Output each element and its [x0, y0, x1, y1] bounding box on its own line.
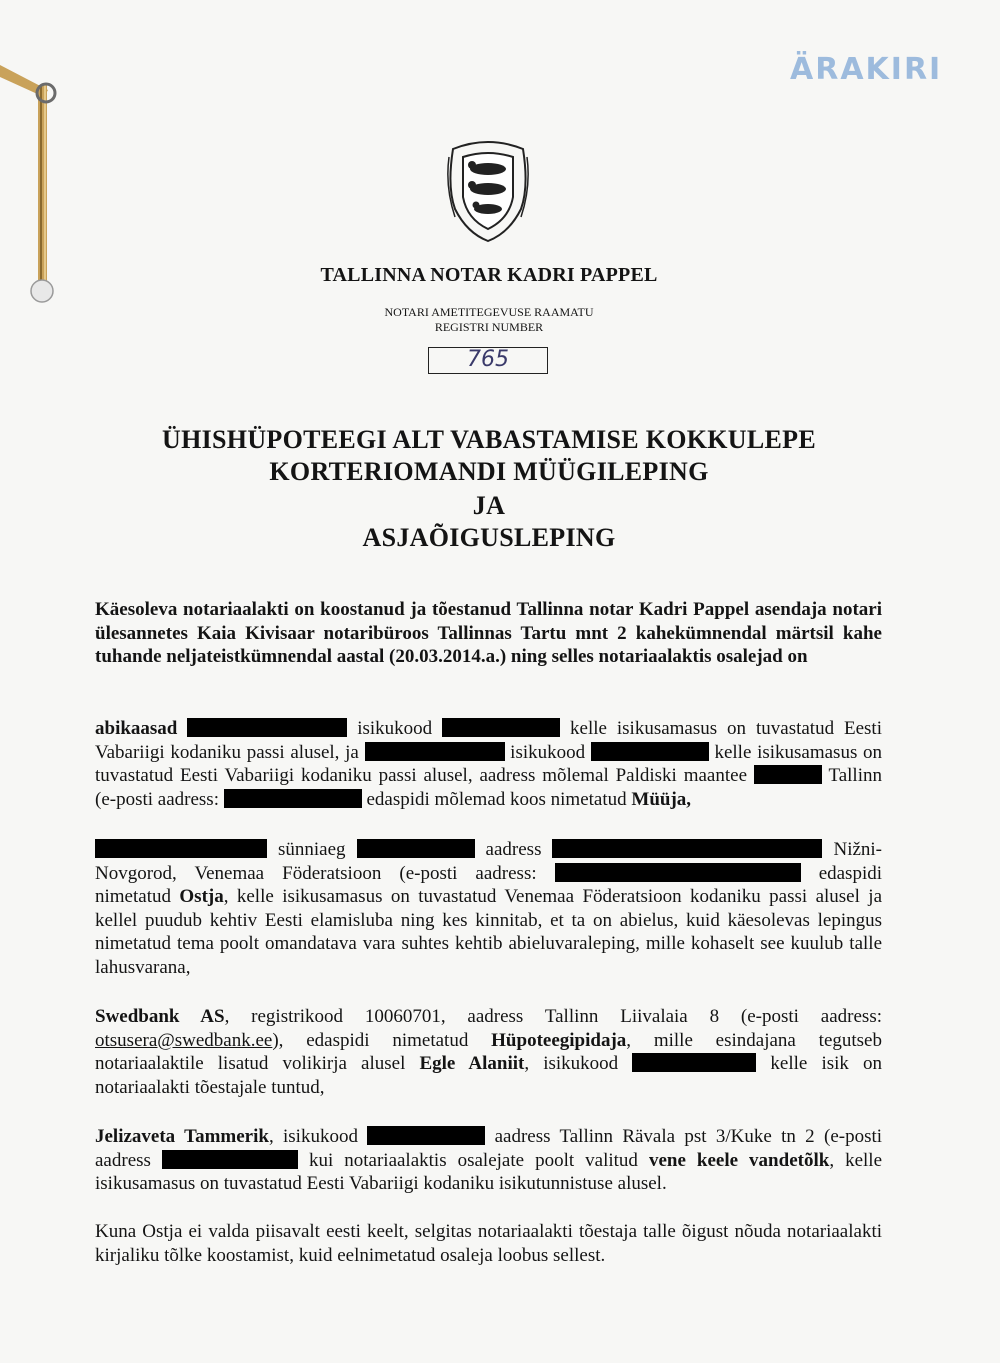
- document-title-line3: JA: [472, 491, 506, 520]
- redaction-block: [365, 742, 505, 761]
- bank-text: ), edaspidi nimetatud: [272, 1029, 469, 1051]
- bank-representative: Egle Alaniit: [419, 1053, 525, 1074]
- redaction-block: [754, 765, 822, 784]
- intro-paragraph: Käesoleva notariaalakti on koostanud ja tõestanud Tallinna notar Kadri Pappel asendaja notari ülesannetes Kaia Kivisaar notaribüroos Tallinnas Tartu mnt 2 kahekümnendal märtsil kahe tuhande neljateistkümnendal aastal (20.03.2014.a.) ning selles notariaalaktis osalejad on: [95, 599, 882, 667]
- redaction-block: [95, 839, 267, 858]
- bank-paragraph: [95, 1005, 882, 1099]
- seller-text: edaspidi mõlemad koos nimetatud: [366, 788, 627, 810]
- bank-role: Hüpoteegipidaja: [491, 1029, 627, 1051]
- seller-label: abikaasad: [95, 718, 178, 739]
- bank-text: , registrikood 10060701, aadress Tallinn Liivalaia 8 (e-posti aadress:: [224, 1006, 882, 1027]
- translator-text: kui notariaalaktis osalejate poolt valitud: [308, 1149, 638, 1171]
- buyer-text: Nižni-Novgorod, Venemaa Föderatsioon (e-posti aadress:: [95, 839, 883, 884]
- translator-name: Jelizaveta Tammerik: [95, 1126, 269, 1147]
- register-number: 765: [428, 347, 548, 374]
- redaction-block: [224, 789, 362, 808]
- closing-paragraph: Kuna Ostja ei valda piisavalt eesti keelt, selgitas notariaalakti tõestaja talle õigust nõuda notariaalakti kirjaliku tõlke koostamist, kuid eelnimetatud osaleja loobus sellest.: [95, 1221, 882, 1266]
- redaction-block: [632, 1053, 756, 1072]
- redaction-block: [555, 863, 801, 882]
- redaction-block: [442, 718, 560, 737]
- redaction-block: [162, 1150, 298, 1169]
- document-title-line2: KORTERIOMANDI MÜÜGILEPING: [269, 457, 709, 486]
- bank-text: , isikukood: [524, 1053, 619, 1074]
- translator-text: aadress Tallinn Rävala pst 3/Kuke tn 2 (e-posti aadress: [95, 1126, 883, 1171]
- redaction-block: [357, 839, 475, 858]
- redaction-block: [552, 839, 822, 858]
- bank-text: kelle isik on notariaalakti tõestajale tuntud,: [95, 1053, 882, 1098]
- buyer-paragraph: [95, 838, 882, 979]
- seller-text: isikukood: [357, 718, 433, 739]
- copy-stamp: ÄRAKIRI: [790, 52, 943, 87]
- buyer-text: aadress: [485, 839, 542, 860]
- buyer-role: Ostja: [179, 886, 224, 907]
- coat-of-arms-icon: [443, 137, 533, 243]
- document-title-line1: ÜHISHÜPOTEEGI ALT VABASTAMISE KOKKULEPE: [162, 425, 816, 454]
- translator-role: vene keele vandetõlk: [648, 1149, 830, 1171]
- redaction-block: [367, 1126, 485, 1145]
- redaction-block: [187, 718, 347, 737]
- translator-paragraph: [95, 1125, 882, 1196]
- buyer-text: , kelle isikusamasus on tuvastatud Venemaa Föderatsioon kodaniku passi alusel ja kellel puudub kehtiv Eesti elamisluba ning kes kinnitab, et ta on abielus, kuid käesolevas lepingus nimetatud tema poolt omandatava vara suhtes kehtib abieluvaraleping, mille kohaselt see kuulub talle lahusvarana,: [95, 886, 882, 978]
- translator-text: , kelle isikusamasus on tuvastatud Eesti Vabariigi kodaniku isikutunnistuse alusel.: [95, 1149, 883, 1194]
- seller-text: kelle isikusamasus on tuvastatud Eesti Vabariigi kodaniku passi alusel, ja: [95, 718, 882, 763]
- seller-paragraph: [95, 717, 882, 811]
- translator-text: , isikukood: [268, 1126, 358, 1147]
- buyer-text: edaspidi nimetatud: [95, 862, 883, 907]
- seller-text: isikukood: [510, 741, 586, 763]
- register-label-line1: NOTARI AMETITEGEVUSE RAAMATU: [384, 305, 594, 319]
- seller-text: Tallinn (e-posti aadress:: [95, 765, 882, 810]
- seller-role: Müüja,: [631, 788, 692, 810]
- redaction-block: [591, 742, 709, 761]
- bank-email-link[interactable]: otsusera@swedbank.ee: [95, 1029, 273, 1051]
- notary-office-title: TALLINNA NOTAR KADRI PAPPEL: [320, 264, 658, 286]
- bank-text: , mille esindajana tegutseb notariaalaktile lisatud volikirja alusel: [95, 1029, 882, 1074]
- register-label-line2: REGISTRI NUMBER: [434, 320, 544, 334]
- document-title-line4: ASJAÕIGUSLEPING: [362, 523, 616, 552]
- seller-text: kelle isikusamasus on tuvastatud Eesti Vabariigi kodaniku passi alusel, aadress mõlemal Paldiski maantee: [95, 741, 883, 786]
- bank-name: Swedbank AS: [95, 1006, 225, 1027]
- buyer-text: sünniaeg: [278, 839, 346, 860]
